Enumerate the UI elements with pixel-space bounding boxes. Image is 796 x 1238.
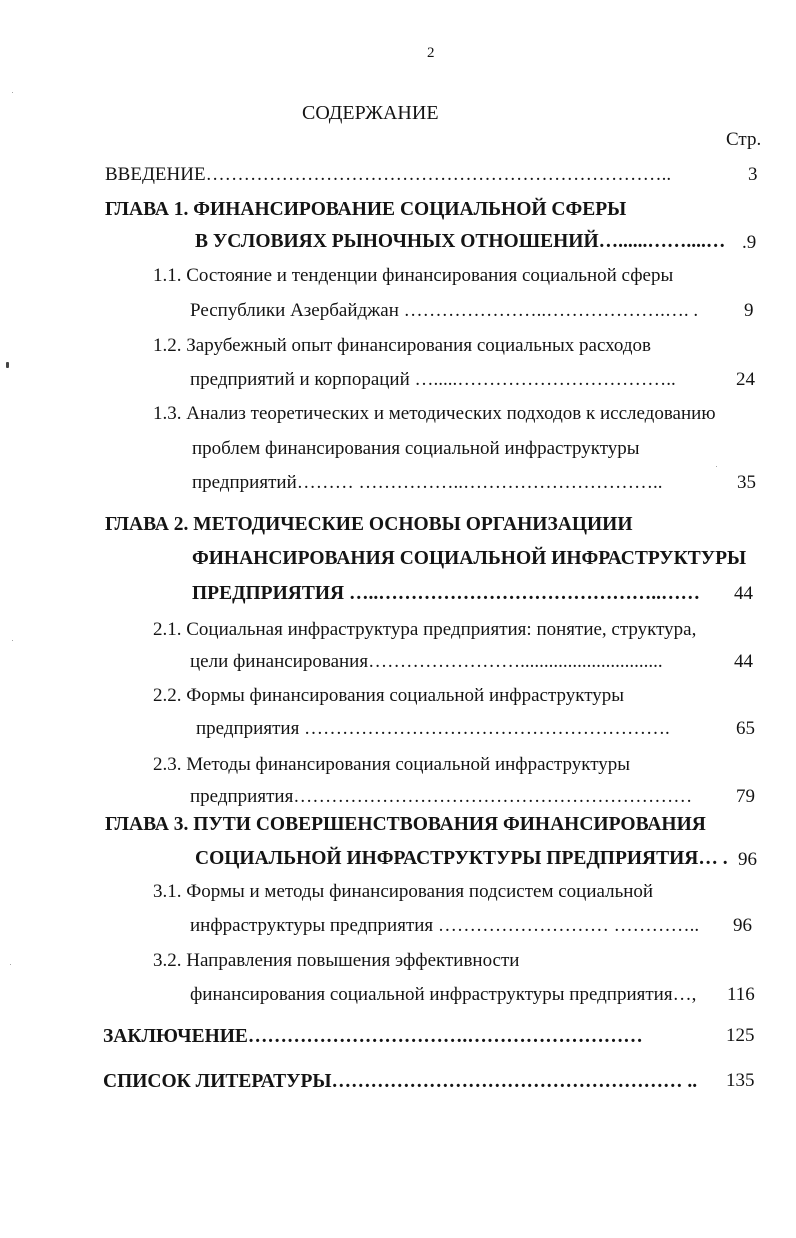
toc-entry-page: 3: [748, 164, 758, 185]
chapter-heading: ПРЕДПРИЯТИЯ …..……………………………………..……: [192, 583, 700, 604]
toc-entry-page: 96: [738, 849, 757, 870]
toc-entry-page: 116: [727, 984, 755, 1005]
section-entry-text: 1.2. Зарубежный опыт финансирования социальных расходов: [153, 335, 652, 356]
toc-entry-page: 24: [736, 369, 755, 390]
chapter-heading: ГЛАВА 3. ПУТИ СОВЕРШЕНСТВОВАНИЯ ФИНАНСИРОВАНИЯ: [105, 814, 706, 835]
chapter-heading: ГЛАВА 1. ФИНАНСИРОВАНИЕ СОЦИАЛЬНОЙ СФЕРЫ: [105, 199, 627, 220]
toc-entry-page: .9: [742, 232, 757, 253]
chapter-heading: В УСЛОВИЯХ РЫНОЧНЫХ ОТНОШЕНИЙ…......……....…: [195, 231, 726, 252]
section-entry-text: предприятий и корпораций ….....……………………………..: [190, 369, 676, 390]
section-entry-text: 2.3. Методы финансирования социальной инфраструктуры: [153, 754, 631, 775]
section-entry-text: 1.3. Анализ теоретических и методических подходов к исследованию: [153, 403, 716, 424]
references-entry: СПИСОК ЛИТЕРАТУРЫ……………………………………………… ..: [103, 1071, 698, 1092]
toc-title: СОДЕРЖАНИЕ: [302, 102, 439, 124]
toc-entry-page: 125: [726, 1025, 755, 1046]
section-entry-text: инфраструктуры предприятия ……………………… …………..: [190, 915, 700, 936]
toc-entry-page: 35: [737, 472, 756, 493]
section-entry-text: 1.1. Состояние и тенденции финансирования социальной сферы: [153, 265, 674, 286]
section-entry-text: финансирования социальной инфраструктуры предприятия…,: [190, 984, 697, 1005]
conclusion-entry: ЗАКЛЮЧЕНИЕ…………………………….………………………: [103, 1026, 643, 1047]
section-entry-text: проблем финансирования социальной инфраструктуры: [192, 438, 640, 459]
toc-entry-page: 96: [733, 915, 752, 936]
toc-entry-text: ВВЕДЕНИЕ………………………………………………………………..: [105, 164, 672, 185]
section-entry-text: 2.2. Формы финансирования социальной инфраструктуры: [153, 685, 625, 706]
chapter-heading: ФИНАНСИРОВАНИЯ СОЦИАЛЬНОЙ ИНФРАСТРУКТУРЫ: [192, 548, 747, 569]
scan-speck: [12, 92, 13, 93]
toc-entry-page: 9: [744, 300, 754, 321]
section-entry-text: 3.2. Направления повышения эффективности: [153, 950, 520, 971]
section-entry-text: предприятий……… ……………..…………………………..: [192, 472, 663, 493]
toc-entry-page: 135: [726, 1070, 755, 1091]
page-column-label: Стр.: [726, 129, 762, 150]
section-entry-text: 2.1. Социальная инфраструктура предприятия: понятие, структура,: [153, 619, 697, 640]
section-entry-text: предприятия ………………………………………………….: [196, 718, 670, 739]
section-entry-text: предприятия………………………………………………………: [190, 786, 693, 807]
toc-entry-page: 44: [734, 651, 753, 672]
scan-speck: [6, 362, 9, 368]
section-entry-text: Республики Азербайджан …………………..……………….…. .: [190, 300, 699, 321]
toc-entry-page: 79: [736, 786, 755, 807]
section-entry-text: 3.1. Формы и методы финансирования подсистем социальной: [153, 881, 654, 902]
section-entry-text: цели финансирования……………………..............................: [190, 651, 663, 672]
chapter-heading: ГЛАВА 2. МЕТОДИЧЕСКИЕ ОСНОВЫ ОРГАНИЗАЦИИИ: [105, 514, 633, 535]
scan-speck: [716, 466, 717, 467]
chapter-heading: СОЦИАЛЬНОЙ ИНФРАСТРУКТУРЫ ПРЕДПРИЯТИЯ… .: [195, 848, 728, 869]
page-number: 2: [427, 45, 435, 61]
toc-entry-page: 65: [736, 718, 755, 739]
scan-speck: [12, 640, 13, 641]
scan-speck: [10, 964, 11, 965]
toc-entry-page: 44: [734, 583, 753, 604]
